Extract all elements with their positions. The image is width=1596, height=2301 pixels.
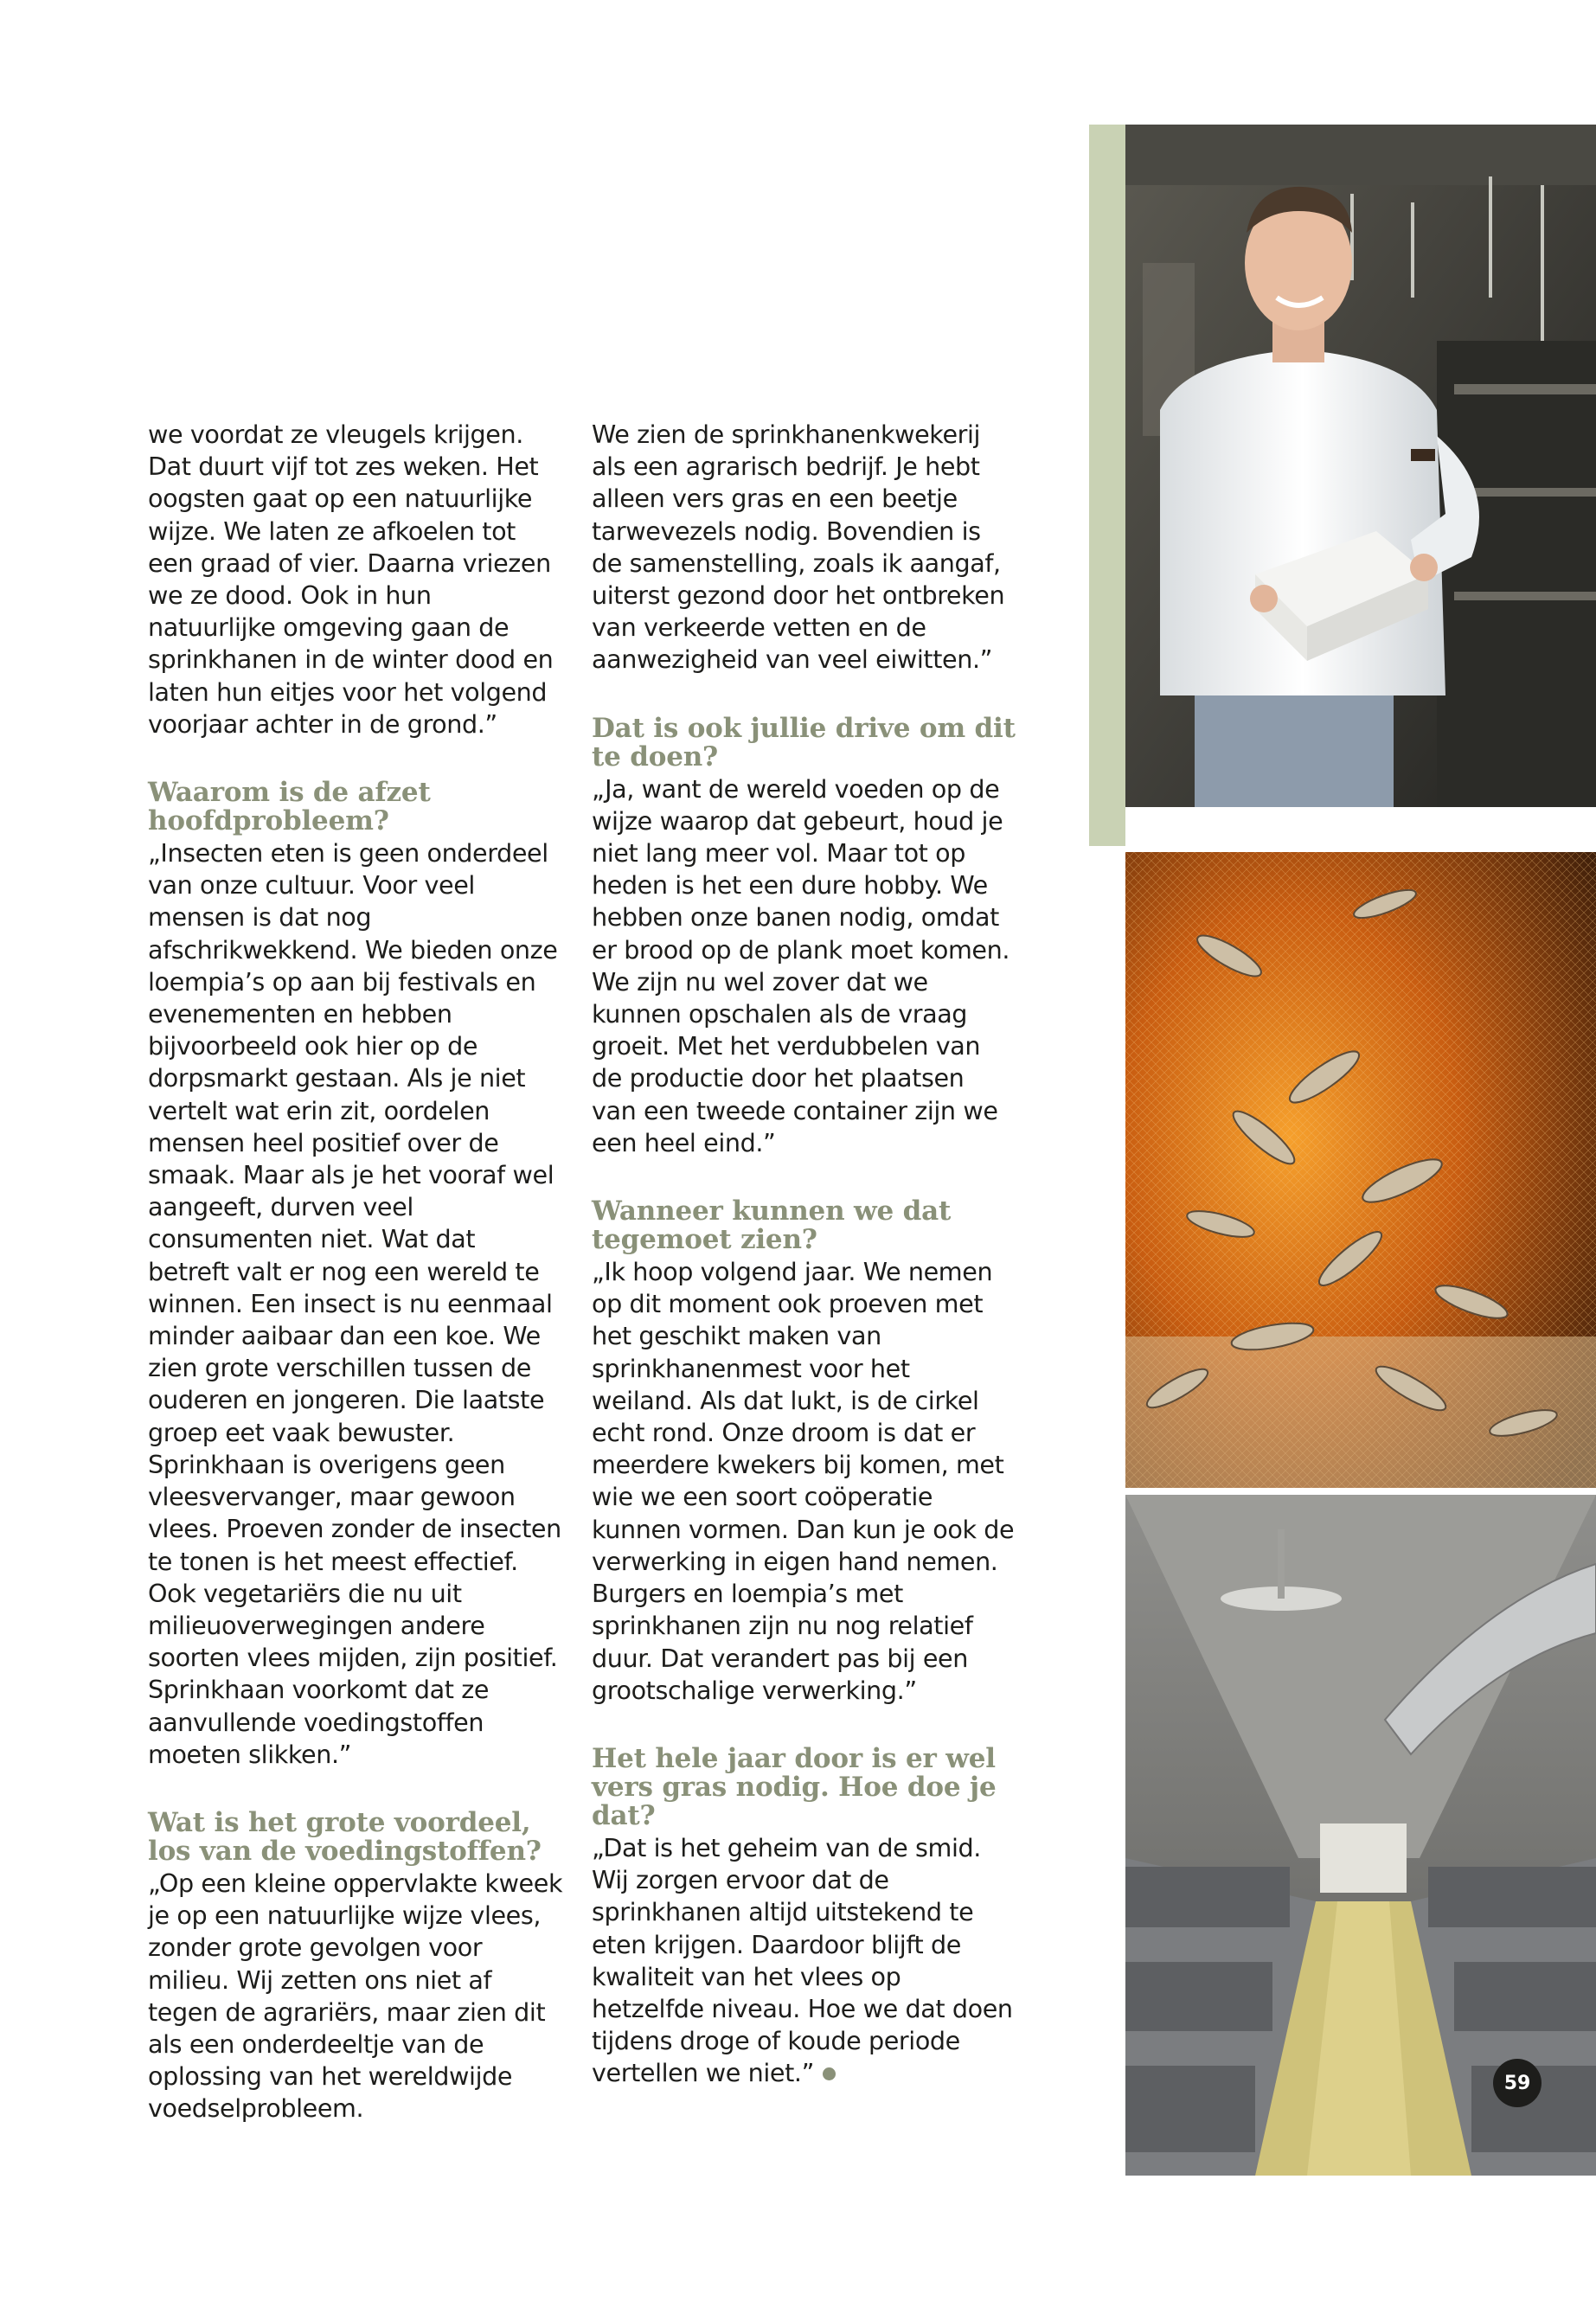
middle-column: [592, 419, 1016, 2090]
question-heading: Wanneer kunnen we dat tegemoet zien?: [592, 1195, 952, 1256]
end-mark-icon: [823, 2067, 836, 2080]
answer-paragraph: „Insecten eten is geen onderdeel van onze cultuur. Voor veel mensen is dat nog afschrikwekkend. We bieden onze loempia’s op aan bij festivals en evenementen en hebben bijvoorbeeld ook hier op de dorpsmarkt gestaan. Als je niet vertelt wat erin zit, oordelen mensen heel positief over de smaak. Maar als je het vooraf wel aangeeft, durven veel consumenten niet. Wat dat betreft valt er nog een wereld te winnen. Een insect is nu eenmaal minder aaibaar dan een koe. We zien grote verschillen tussen de ouderen en jongeren. Die laatste groep eet vaak bewuster. Sprinkhaan is overigens geen vleesvervanger, maar gewoon vlees. Proeven zonder de insecten te tonen is het meest effectief. Ook vegetariërs die nu uit milieuoverwegingen andere soorten vlees mijden, zijn positief. Sprinkhaan voorkomt dat ze aanvullende voedingstoffen moeten slikken.”: [148, 838, 561, 1769]
grasshoppers-illustration: [1125, 852, 1596, 1488]
answer-paragraph: „Ik hoop volgend jaar. We nemen op dit moment ook proeven met het geschikt maken van sprinkhanenmest voor het weiland. Als dat lukt, is de cirkel echt rond. Onze droom is dat er meerdere kwekers bij komen, met wie we een soort coöperatie kunnen vormen. Dan kun je ook de verwerking in eigen hand nemen. Burgers en loempia’s met sprinkhanen zijn nu nog relatief duur. Dat verandert pas bij een grootschalige verwerking.”: [592, 1257, 1015, 1705]
grasshoppers-photo: [1125, 852, 1596, 1488]
answer-paragraph: „Ja, want de wereld voeden op de wijze waarop dat gebeurt, houd je niet lang meer vol. Maar tot op heden is het een dure hobby. We hebben onze banen nodig, omdat er brood op de plank moet komen. We zijn nu wel zover dat we kunnen opschalen als de vraag groeit. Met het verdubbelen van de productie door het plaatsen van een tweede container zijn we een heel eind.”: [592, 773, 1010, 1157]
question-heading: Het hele jaar door is er wel vers gras nodig. Hoe doe je dat?: [592, 1742, 997, 1831]
middle-intro-paragraph: We zien de sprinkhanenkwekerij als een agrarisch bedrijf. Je hebt alleen vers gras en een beetje tarwevezels nodig. Bovendien is de samenstelling, zoals ik aangaf, uiterst gezond door het ontbreken van verkeerde vetten en de aanwezigheid van veel eiwitten.”: [592, 420, 1005, 675]
question-heading: Waarom is de afzet hoofdprobleem?: [148, 777, 431, 837]
question-heading: Wat is het grote voordeel, los van de voedingstoffen?: [148, 1806, 542, 1867]
portrait-photo: [1125, 125, 1596, 807]
accent-bar: [1089, 125, 1125, 846]
question-heading: Dat is ook jullie drive om dit te doen?: [592, 712, 1016, 772]
final-answer-paragraph: [592, 1832, 1016, 2090]
left-intro-paragraph: we voordat ze vleugels krijgen. Dat duurt vijf tot zes weken. Het oogsten gaat op een natuurlijke wijze. We laten ze afkoelen tot een graad of vier. Daarna vriezen we ze dood. Ook in hun natuurlijke omgeving gaan de sprinkhanen in de winter dood en laten hun eitjes voor het volgend voorjaar achter in de grond.”: [148, 420, 554, 739]
page-number: 59: [1493, 2059, 1542, 2107]
left-column: [148, 419, 563, 2125]
final-answer-text: „Dat is het geheim van de smid. Wij zorgen ervoor dat de sprinkhanen altijd uitstekend te eten krijgen. Daardoor blijft de kwaliteit van het vlees op hetzelfde niveau. Hoe we dat doen tijdens droge of koude periode vertellen we niet.”: [592, 1832, 1013, 2088]
portrait-illustration: [1125, 125, 1596, 807]
answer-paragraph: „Op een kleine oppervlakte kweek je op een natuurlijke wijze vlees, zonder grote gevolgen voor milieu. Wij zetten ons niet af tegen de agrariërs, maar zien dit als een onderdeeltje van de oplossing van het wereldwijde voedselprobleem.: [148, 1868, 563, 2124]
